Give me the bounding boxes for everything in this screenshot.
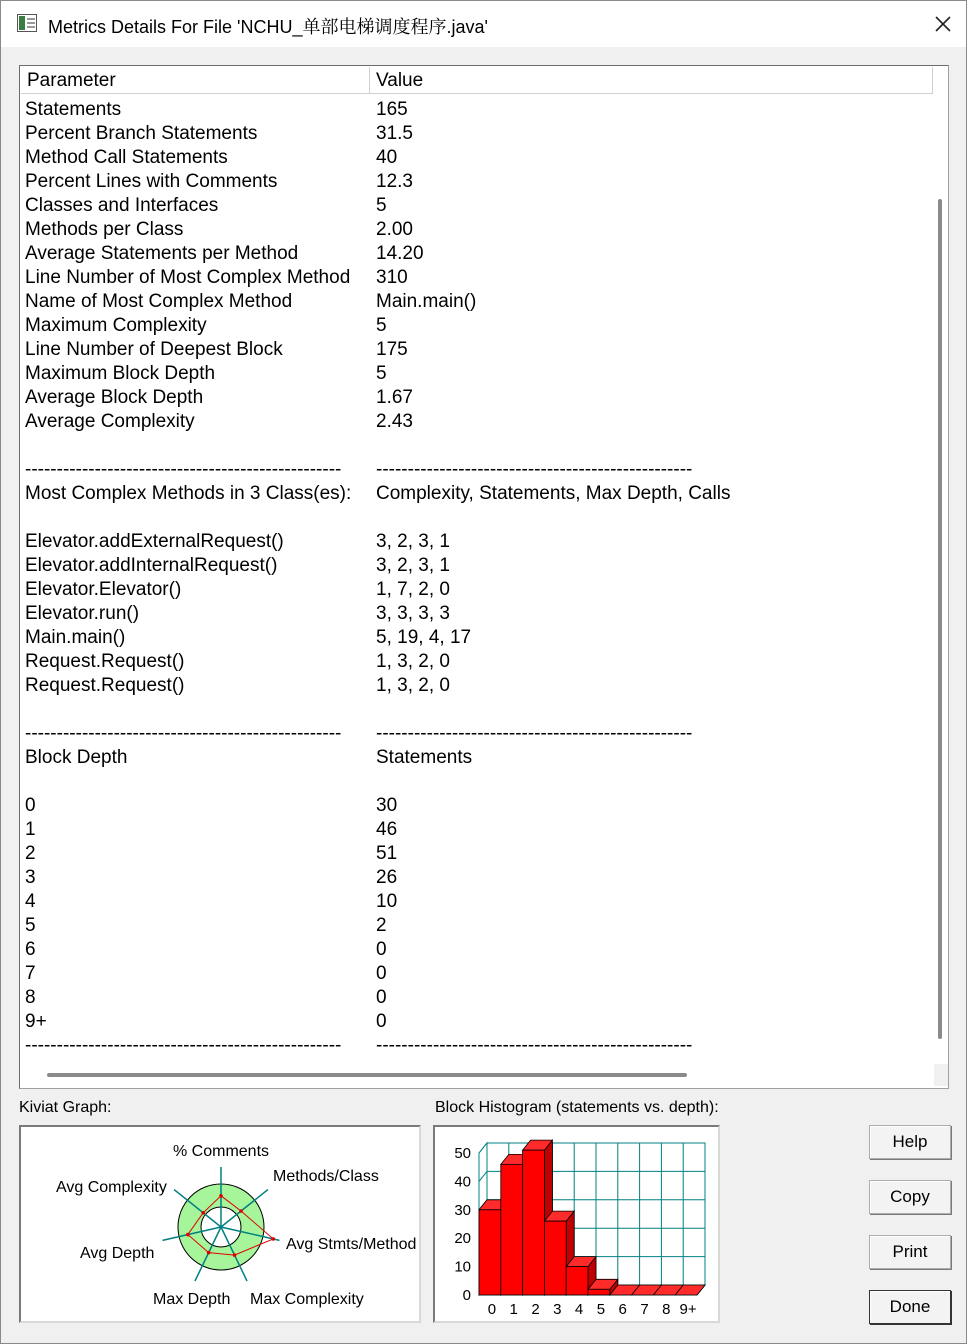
table-row[interactable] <box>25 626 930 650</box>
row-value: 0 <box>376 939 387 960</box>
row-parameter: 2 <box>25 843 36 864</box>
row-value: 10 <box>376 891 398 912</box>
kiviat-graph-label: Kiviat Graph: <box>19 1099 112 1116</box>
window-title: Metrics Details For File 'NCHU_单部电梯调度程序.java' <box>48 17 488 37</box>
row-parameter: Request.Request() <box>25 651 185 672</box>
row-value: -------------------------------------------------- <box>376 723 693 744</box>
table-row[interactable] <box>25 1034 930 1058</box>
histogram-bar-front <box>588 1289 610 1295</box>
kiviat-axis-label: Avg Complexity <box>56 1179 167 1196</box>
row-value: 14.20 <box>376 243 424 264</box>
table-row[interactable] <box>25 746 930 770</box>
table-row[interactable] <box>25 1010 930 1034</box>
table-row[interactable] <box>25 794 930 818</box>
table-row[interactable] <box>25 674 930 698</box>
histogram-x-tick-label: 3 <box>553 1301 562 1318</box>
table-row[interactable] <box>25 290 930 314</box>
row-parameter: -------------------------------------------------- <box>25 459 342 480</box>
row-parameter: -------------------------------------------------- <box>25 1035 342 1056</box>
table-row[interactable] <box>25 338 930 362</box>
kiviat-point <box>219 1194 223 1198</box>
row-parameter: 5 <box>25 915 36 936</box>
row-parameter: Average Block Depth <box>25 387 204 408</box>
histogram-x-tick-label: 8 <box>662 1301 671 1318</box>
table-row[interactable] <box>25 146 930 170</box>
table-row[interactable] <box>25 698 930 722</box>
row-parameter: 9+ <box>25 1011 47 1032</box>
histogram-x-tick-label: 5 <box>596 1301 606 1318</box>
row-parameter: Block Depth <box>25 747 128 768</box>
row-parameter: Most Complex Methods in 3 Class(es): <box>25 483 352 504</box>
histogram-x-tick-label: 1 <box>509 1301 518 1318</box>
histogram-bar-front <box>544 1221 566 1295</box>
row-parameter: Line Number of Most Complex Method <box>25 267 351 288</box>
histogram-x-tick-label: 2 <box>531 1301 540 1318</box>
table-row[interactable] <box>25 482 930 506</box>
row-value: 31.5 <box>376 123 413 144</box>
row-value: 0 <box>376 963 387 984</box>
kiviat-axis-label: % Comments <box>173 1143 270 1160</box>
scrollbar-corner <box>934 1064 948 1086</box>
table-row[interactable] <box>25 914 930 938</box>
row-value: 1, 3, 2, 0 <box>376 675 450 696</box>
kiviat-axis-label: Avg Stmts/Method <box>286 1236 417 1253</box>
table-row[interactable] <box>25 98 930 122</box>
table-row[interactable] <box>25 938 930 962</box>
kiviat-point <box>201 1211 205 1215</box>
help-button[interactable]: Help <box>869 1125 951 1159</box>
table-row[interactable] <box>25 266 930 290</box>
row-parameter: 6 <box>25 939 36 960</box>
row-parameter: Maximum Block Depth <box>25 363 216 384</box>
row-value: -------------------------------------------------- <box>376 1035 693 1056</box>
row-parameter: Line Number of Deepest Block <box>25 339 283 360</box>
row-parameter: 0 <box>25 795 36 816</box>
row-parameter: Method Call Statements <box>25 147 228 168</box>
histogram-y-tick-label: 10 <box>454 1258 471 1276</box>
table-row[interactable] <box>25 362 930 386</box>
histogram-y-tick-label: 20 <box>454 1230 471 1248</box>
row-value: 310 <box>376 267 408 288</box>
table-row[interactable] <box>25 602 930 626</box>
metrics-list-view[interactable] <box>19 65 949 1089</box>
title-bar <box>1 1 966 47</box>
close-button[interactable] <box>921 5 965 43</box>
row-value: 3, 2, 3, 1 <box>376 531 450 552</box>
kiviat-axis-label: Max Depth <box>153 1291 231 1308</box>
table-row[interactable] <box>25 578 930 602</box>
row-value: 3, 3, 3, 3 <box>376 603 450 624</box>
vertical-scrollbar[interactable] <box>934 67 948 1063</box>
row-parameter: Elevator.addInternalRequest() <box>25 555 278 576</box>
row-parameter: 7 <box>25 963 36 984</box>
row-value: 46 <box>376 819 398 840</box>
histogram-bar-front <box>479 1210 501 1295</box>
row-parameter: Statements <box>25 99 122 120</box>
histogram-x-tick-label: 6 <box>618 1301 627 1318</box>
kiviat-point <box>186 1233 190 1237</box>
row-value: 2 <box>376 915 387 936</box>
row-value: 175 <box>376 339 408 360</box>
row-parameter: 8 <box>25 987 36 1008</box>
kiviat-point <box>271 1237 275 1241</box>
row-value: 40 <box>376 147 398 168</box>
block-histogram-panel <box>433 1125 720 1323</box>
table-row[interactable] <box>25 506 930 530</box>
row-parameter: 4 <box>25 891 36 912</box>
row-value: 26 <box>376 867 398 888</box>
row-value: 1, 7, 2, 0 <box>376 579 450 600</box>
table-row[interactable] <box>25 410 930 434</box>
close-icon <box>934 15 952 33</box>
kiviat-axis-label: Methods/Class <box>273 1168 379 1185</box>
kiviat-axis-label: Max Complexity <box>250 1291 364 1308</box>
histogram-x-tick-label: 0 <box>487 1301 497 1318</box>
column-header-parameter[interactable]: Parameter <box>21 67 370 94</box>
kiviat-graph-panel <box>19 1125 421 1323</box>
metrics-rows <box>25 98 930 1058</box>
table-row[interactable] <box>25 770 930 794</box>
histogram-x-tick-label: 9+ <box>679 1301 697 1318</box>
row-value: 2.00 <box>376 219 413 240</box>
row-value: 51 <box>376 843 398 864</box>
row-parameter: Main.main() <box>25 627 126 648</box>
row-value: 12.3 <box>376 171 413 192</box>
copy-button[interactable]: Copy <box>869 1180 951 1214</box>
histogram-bar-front <box>501 1164 523 1295</box>
app-icon <box>17 14 37 32</box>
table-row[interactable] <box>25 194 930 218</box>
row-parameter: Classes and Interfaces <box>25 195 219 216</box>
block-histogram-label: Block Histogram (statements vs. depth): <box>435 1099 719 1116</box>
histogram-y-tick-label: 0 <box>462 1287 471 1304</box>
histogram-bar-front <box>523 1150 545 1295</box>
table-row[interactable] <box>25 986 930 1010</box>
column-header-value[interactable]: Value <box>370 67 933 94</box>
table-row[interactable] <box>25 170 930 194</box>
row-value: 0 <box>376 1011 387 1032</box>
row-value: -------------------------------------------------- <box>376 459 693 480</box>
row-parameter: Average Complexity <box>25 411 195 432</box>
kiviat-graph <box>21 1127 419 1321</box>
row-value: 5 <box>376 363 387 384</box>
row-parameter: Elevator.run() <box>25 603 140 624</box>
row-parameter: Methods per Class <box>25 219 184 240</box>
table-row[interactable] <box>25 890 930 914</box>
row-parameter: Maximum Complexity <box>25 315 207 336</box>
table-row[interactable] <box>25 650 930 674</box>
row-value: 3, 2, 3, 1 <box>376 555 450 576</box>
histogram-y-tick-label: 50 <box>454 1145 471 1162</box>
row-value: 5 <box>376 315 387 336</box>
histogram-bar-front <box>566 1267 588 1295</box>
row-parameter: Average Statements per Method <box>25 243 299 264</box>
table-row[interactable] <box>25 458 930 482</box>
table-row[interactable] <box>25 386 930 410</box>
row-parameter: Elevator.addExternalRequest() <box>25 531 284 552</box>
table-row[interactable] <box>25 530 930 554</box>
row-value: 1.67 <box>376 387 413 408</box>
row-parameter: -------------------------------------------------- <box>25 723 342 744</box>
table-row[interactable] <box>25 434 930 458</box>
kiviat-point <box>233 1253 237 1257</box>
histogram-x-tick-label: 7 <box>640 1301 649 1318</box>
row-parameter: Percent Lines with Comments <box>25 171 278 192</box>
row-value: 2.43 <box>376 411 413 432</box>
table-row[interactable] <box>25 122 930 146</box>
table-row[interactable] <box>25 842 930 866</box>
table-row[interactable] <box>25 554 930 578</box>
table-row[interactable] <box>25 818 930 842</box>
table-row[interactable] <box>25 218 930 242</box>
horizontal-scrollbar[interactable] <box>21 1064 934 1086</box>
list-header <box>21 67 933 94</box>
row-parameter: Elevator.Elevator() <box>25 579 182 600</box>
table-row[interactable] <box>25 314 930 338</box>
row-value: 0 <box>376 987 387 1008</box>
kiviat-point <box>239 1209 243 1213</box>
row-value: 5 <box>376 195 387 216</box>
done-button[interactable]: Done <box>869 1290 951 1324</box>
block-histogram <box>435 1127 718 1321</box>
row-value: 5, 19, 4, 17 <box>376 627 472 648</box>
row-parameter: Name of Most Complex Method <box>25 291 293 312</box>
kiviat-axis-label: Avg Depth <box>80 1245 155 1262</box>
row-parameter: 1 <box>25 819 36 840</box>
print-button[interactable]: Print <box>869 1235 951 1269</box>
histogram-y-tick-label: 30 <box>454 1201 471 1219</box>
row-value: 1, 3, 2, 0 <box>376 651 450 672</box>
histogram-y-tick-label: 40 <box>454 1173 471 1191</box>
table-row[interactable] <box>25 722 930 746</box>
row-parameter: Percent Branch Statements <box>25 123 258 144</box>
row-value: Main.main() <box>376 291 477 312</box>
histogram-x-tick-label: 4 <box>574 1301 584 1318</box>
row-value: Complexity, Statements, Max Depth, Calls <box>376 483 731 504</box>
row-value: 30 <box>376 795 398 816</box>
table-row[interactable] <box>25 242 930 266</box>
row-parameter: Request.Request() <box>25 675 185 696</box>
horizontal-scrollbar-thumb[interactable] <box>47 1073 687 1077</box>
table-row[interactable] <box>25 866 930 890</box>
row-value: 165 <box>376 99 408 120</box>
kiviat-point <box>207 1251 211 1255</box>
table-row[interactable] <box>25 962 930 986</box>
row-value: Statements <box>376 747 473 768</box>
row-parameter: 3 <box>25 867 36 888</box>
vertical-scrollbar-thumb[interactable] <box>938 199 942 1039</box>
